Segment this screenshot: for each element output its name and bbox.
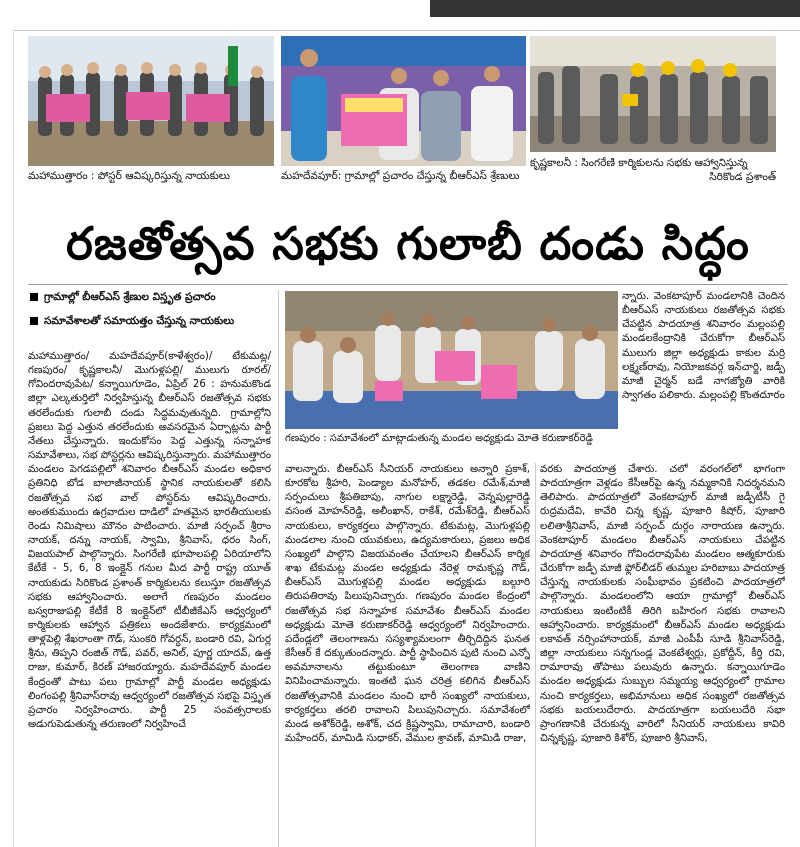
headline: రజతోత్సవ సభకు గులాబీ దండు సిద్ధం bbox=[66, 217, 750, 270]
photo-village-campaign bbox=[281, 36, 526, 166]
bullet-item bbox=[28, 314, 273, 328]
bullet-text: గ్రామాల్లో బీఆర్ఎస్ శ్రేణుల విస్తృత ప్రచారం bbox=[44, 291, 216, 303]
headline-rule bbox=[28, 284, 788, 285]
article-column-4 bbox=[622, 290, 785, 460]
article-column-2 bbox=[285, 463, 530, 847]
photo-caption-2: మహదేవపూర్: గ్రామాల్లో ప్రచారం చేస్తున్న బీఆర్ఎస్ శ్రేణులు bbox=[281, 170, 520, 182]
article-text: న్నారు. వెంకటాపూర్ మండలానికి చెందిన బీఆర్ఎస్ నాయకులు రజతోత్సవ సభకు చేపట్టిన పాదయాత్ర శనివారం మల్లంపల్లి మండలకేంద్రానికి చేరుకోగా బీఆర్ఎస్ ములుగు జిల్లా అధ్యక్షుడు కాకుల మర్రి లక్ష్మణ్‌రావు, నియోజకవర్గ ఇన్‌చార్జి, జడ్పీ మాజీ చైర్మన్ బడే నాగజ్యోతి వారికి స్వాగతం పలికారు. మల్లంపల్లి కొంతదూరం bbox=[622, 291, 785, 402]
subheading-bullets bbox=[28, 290, 273, 338]
bullet-text: సమావేశాలతో సమాయత్తం చేస్తున్న నాయకులు bbox=[44, 315, 235, 327]
top-rule bbox=[14, 30, 800, 31]
photo-poster-launch bbox=[28, 36, 274, 166]
column-divider bbox=[535, 463, 536, 847]
top-dark-strip bbox=[430, 0, 800, 17]
photo-caption-3-line2: సిరికొండ ప్రశాంత్ bbox=[709, 171, 776, 183]
square-bullet-icon bbox=[30, 317, 38, 325]
article-text: వరకు పాదయాత్ర చేశారు. చలో వరంగల్‌లో భాగంగా పాదయాత్రగా వెళ్లడం కేసీఆర్‌పై ఉన్న నమ్మకానికి నిదర్శనమని తెలిపారు. పాదయాత్రలో వెంకటాపూర్ మాజీ జడ్పీటీసీ గై రుద్రమదేవి, కావేరి చిన్న కృష్ణ, పూజారి కిషోర్, పూజారి లలితాశ్రీనివాస్, మాజీ సర్పంచ్ దుర్గం నారాయణ ఉన్నారు. వెంకటాపూర్ మండలం బీఆర్ఎస్ నాయకులు చేపట్టిన పాదయాత్ర శనివారం గోవిందరావుపేట మండలం ఆత్మకూరుకు చేరుకోగా జడ్పీ మాజీ ఫ్లోర్‌లీడర్ తుమ్మల హరిబాబు పాదయాత్ర చేస్తున్న నాయకులకు సంఘీభావం ప్రకటించి పాదయాత్రలో పాల్గొన్నారు. మండలంలోని ఆయా గ్రామాల్లో బీఆర్ఎస్ నాయకులు ఇంటింటికీ తిరిగి బహిరంగ సభకు రావాలని ఆహ్వానించారు. కార్యక్రమంలో బీఆర్ఎస్ మండల అధ్యక్షుడు లకావత్ నర్సింహానాయక్, మాజీ ఎంపీపీ సూడి శ్రీనివాస్‌రెడ్డి, జిల్లా నాయకులు సన్నగుండ్ల వెంకటేశ్వర్లు, ప్రకోద్దీన్, కీర్తి రవి, రామారావు తోపాటు పలువురు ఉన్నారు. కన్నాయిగూడెం మండల అధ్యక్షుడు సుబ్బుల సమ్మయ్య ఆధ్వర్యంలో గ్రామాల నుంచి కార్యకర్తలు, అభిమానులు అధిక సంఖ్యలో రజతోత్సవ సభకు బయలుదేరారు. పాదయాత్రగా బయలుదేరి సభా ప్రాంగణానికి చేరుకున్న వారిలో సీనియర్ నాయకులు కావిరి చిన్నకృష్ణ, పూజారి కిశోర్, పూజారి శ్రీనివాస్, bbox=[540, 464, 785, 744]
photo-caption-3 bbox=[530, 156, 776, 184]
photo-caption-4: గణపురం : సమావేశంలో మాట్లాడుతున్న మండల అధ్యక్షుడు మోతె కరుణాకర్‌రెడ్డి bbox=[285, 433, 593, 444]
left-frame-line bbox=[13, 30, 14, 847]
photo-caption-3-line1: కృష్ణకాలనీ : సింగరేణి కార్మికులను సభకు ఆహ్వానిస్తున్న bbox=[530, 157, 748, 169]
column-divider bbox=[278, 290, 279, 847]
photo-singareni-workers bbox=[530, 36, 776, 152]
article-text: వాలన్నారు. బీఆర్ఎస్ సీనియర్ నాయకులు అన్నారి ప్రకాశ్, కూరకోట శ్రీహరి, పెండ్యాల మనోహర్, తడకల రమేశ్,మాజీ సర్పంచులు శ్రీపతిబాపు, నాగుల లక్ష్మారెడ్డి, వెన్నపుల్లారెడ్డి వసంత మోహన్‌రెడ్డి, అలీంఖాన్, రాకేశ్, రమేశ్‌రెడ్డి, బీఆర్ఎస్ నాయకులు, కార్యకర్తలు పాల్గొన్నారు. టేకుమట్ల, మొగుళ్లపల్లి మండలాల నుంచి యువకులు, ఉద్యమకారులు, ప్రజలు అధిక సంఖ్యలో పాల్గొని విజయవంతం చేయాలని బీఆర్ఎస్ కార్మిక శాఖ టేకుమట్ల మండల అధ్యక్షుడు నేరెళ్ల రామకృష్ణ గౌడ్, బీఆర్ఎస్ మొగుళ్లపల్లి మండల అధ్యక్షుడు బల్గూరి తిరుపతిరావు పిలుపునిచ్చారు. గణపురం మండల కేంద్రంలో రజతోత్సవ సభ సన్నాహక సమావేశం బీఆర్ఎస్ మండల అధ్యక్షుడు మోతె కరుణాకర్‌రెడ్డి ఆధ్వర్యంలో నిర్వహించారు. పదేండ్లలో తెలంగాణను సస్యశ్యామలంగా తీర్చిదిద్దిన ఘనత కేసీఆర్ కే దక్కుతుందన్నారు. పార్టీ స్థాపించిన పుటి నుంచి ఎన్నో అవమానాలను తట్టుకుంటూ తెలంగాణ వాణిని వినిపించామన్నారు. ఇంతటి ఘన చరిత్ర కలిగిన బీఆర్ఎస్ రజతోత్సవానికి మండలం నుంచి భారీ సంఖ్యలో నాయకులు, కార్యకర్తలు తరలి రావాలని పిలుపునిచ్చారు. సమావేశంలో మండ అశోక్‌రెడ్డి, అశోక్, చద క్రిష్ణస్వామి, రామాచారి, బండారి మహేందర్, మామిడి సుధాకర్, వేముల శ్రావణ్, మామిడి రాజు, bbox=[285, 464, 530, 744]
article-column-3 bbox=[540, 463, 785, 847]
article-text: మహాముత్తారం/ మహదేవపూర్(కాళేశ్వరం)/ టేకుమట్ల/ గణపురం/ కృష్ణకాలనీ/ మొగుళ్లపల్లి/ ములుగు రూరల్/ గోవిందరావుపేట/ కన్నాయిగూడెం, ఏప్రిల్ 26 : హనుమకొండ జిల్లా ఎల్కతుర్తిలో నిర్వహిస్తున్న బీఆర్ఎస్ రజతోత్సవ సభకు తరలేందుకు గులాబీ దండు సిద్ధమవుతున్నది. గ్రామాల్లోని ప్రజలు పెద్ద ఎత్తున తరలేందుకు అవసరమైన ఏర్పాట్లను పార్టీ నేతలు చేస్తున్నారు. ఇందుకోసం పెద్ద ఎత్తున్న సన్నాహక సమావేశాలు, సభ పోస్టర్లను ఆవిష్కరిస్తున్నారు. మహాముత్తారం మండలం పెగడపల్లిలో శనివారం బీఆర్ఎస్ మండల అధికార ప్రతినిధి బోడ బాలాజీనాయక్ స్థానిక నాయకులతో కలిసి రజతోత్సవ సభ వాల్ పోస్టర్‌ను ఆవిష్కరించారు. అంతకుముందు ఉగ్రవాదుల దాడిలో హతమైన భారతీయులకు రెండు నిమిషాలు మౌనం పాటించారు. మాజీ సర్పంచ్ శ్రీరాం నాయక్, దన్ను నాయక్, స్వామి, శ్రీనివాస్, ధరం సింగ్, విజయపాల్ పాల్గొన్నారు. సింగరేణి భూపాలపల్లి ఏరియాలోని కేటీకే - 5, 6, 8 ఇంక్లైన్ గనుల మీద పార్టీ రాష్ట్ర యూత్ నాయకుడు సిరికొండ ప్రశాంత్ కార్మికులను కలుస్తూ రజతోత్సవ సభకు ఆహ్వానించారు. అలాగే గణపురం మండలం బస్వరాజుపల్లి కేటీకే 8 ఇంక్లైన్‌లో టీబీజీకేఎస్ ఆధ్వర్యంలో కార్మికులకు ఆహ్వాన పత్రికలు అందజేశారు. కార్యక్రమంలో తాళ్లపెల్లి శేఖరాంతా గౌడ్, సుంకరి గోవర్ధన్, బండారి రవి, ఏగుర్ల శ్రీను, తిప్పని రంజిత్ గౌడ్, పవర్, అనిల్, పూర్ణ యాదవ్, ఉత్త రాజు, కుమార్, కిరణ్ హాజరయ్యారు. మహదేవపూర్ మండల కేంద్రంతో పాటు పలు గ్రామాల్లో పార్టీ మండల అధ్యక్షుడు లింగంపల్లి శ్రీనివాస్‌రావు ఆధ్వర్యంలో రజతోత్సవ సభపై విస్తృత ప్రచారం నిర్వహించారు. పార్టీ 25 సంవత్సరాలకు అడుగుపెడుతున్న తరుణంలో నిర్వహించే bbox=[28, 351, 271, 731]
square-bullet-icon bbox=[30, 293, 38, 301]
photo-caption-1: మహాముత్తారం : పోస్టర్ ఆవిష్కరిస్తున్న నాయకులు bbox=[28, 170, 230, 182]
photo-ganapuram-meeting bbox=[285, 291, 618, 429]
article-column-1 bbox=[28, 350, 271, 847]
bullet-item bbox=[28, 290, 273, 304]
